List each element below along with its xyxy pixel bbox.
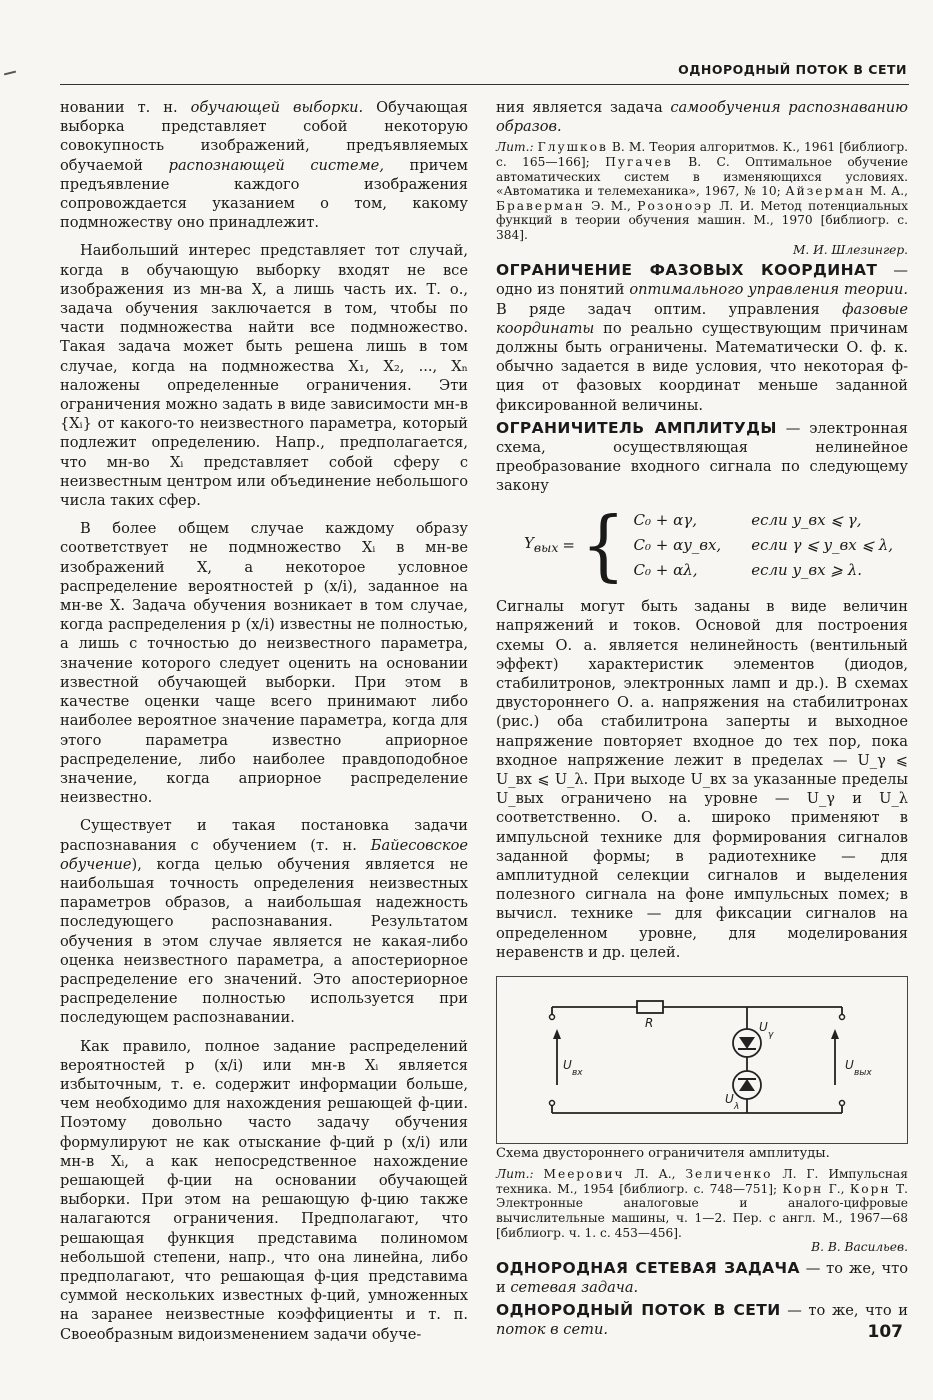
headword: ОГРАНИЧЕНИЕ ФАЗОВЫХ КООРДИНАТ: [496, 261, 878, 280]
author: Глушков: [537, 140, 608, 155]
label-U-gamma: U: [759, 1020, 768, 1035]
zener-2-triangle: [739, 1079, 755, 1091]
term-italic: самообучения распознаванию образов.: [496, 99, 908, 136]
formula-sub: вых: [533, 539, 559, 555]
text: — то же, что и: [780, 1302, 908, 1320]
arrow-output-head: [831, 1029, 839, 1039]
terminal-in-bottom: [550, 1101, 555, 1106]
lit-label: Лит.:: [496, 1167, 534, 1182]
author: Зеличенко: [685, 1167, 773, 1182]
paragraph-3: В более общем случае каждому образу соответствует не подмножество Xᵢ в мн-ве изображений X, а некоторое условное распределение вероятностей p (x/i), заданное на мн-ве X. Задача обучения возникает в том случае, когда распределения p (x/i) известны не полностью, а лишь с точностью до неизвестного параметра, значение которого следует оценить на основании известной обучающей выборки. При этом в качестве оценки чаще всего принимают либо наиболее вероятное значение параметра, когда для этого параметра известно априорное распределение, либо наиболее правдоподобное значение, когда априорное распределение неизвестно.: [60, 520, 468, 807]
text: Л. Г. Импульсная техника. М., 1954 [библиогр. с. 748—751];: [496, 1167, 909, 1196]
case-condition: если y_вх ⩾ λ.: [751, 561, 863, 579]
author: Браверман: [496, 198, 585, 213]
headword: ОГРАНИЧИТЕЛЬ АМПЛИТУДЫ: [496, 418, 777, 437]
case-row: [634, 558, 902, 583]
label-U-out: U: [845, 1058, 854, 1073]
paragraph-1: [60, 98, 468, 232]
formula-cases: [634, 508, 902, 584]
text: Э. М.,: [584, 198, 638, 213]
resistor-symbol: [637, 1001, 663, 1013]
header-rule: [60, 84, 909, 85]
text: Существует и такая постановка задачи распознавания с обучением (т. н.: [60, 817, 468, 854]
left-column: [60, 98, 468, 1344]
text: — то же, что и: [496, 1259, 908, 1297]
page-number: 107: [867, 1322, 903, 1342]
case-condition: если y_вх ⩽ γ,: [751, 510, 862, 529]
circuit-diagram: [497, 977, 907, 1143]
text: ния является задача: [496, 99, 671, 116]
article-signature: В. В. Васильев.: [811, 1240, 908, 1255]
text: новании т. н.: [60, 99, 191, 116]
text: В. С. Оптимальное обучение автоматических систем в изменяющихся условиях. «Автоматика и телемеханика», 1967, № 10;: [496, 155, 908, 199]
text: Т. Электронные аналоговые и аналого-цифровые вычислительные машины, ч. 1—2. Пер. с англ. М., 1967—68 [библиогр. ч. 1. с. 453—456].: [496, 1181, 908, 1240]
text: ), когда целью обучения является не наибольшая точность определения неизвестных параметров образов, а наибольшая надежность последующего распознавания. Результатом обучения в этом случае является не какая-либо оценка неизвестного параметра, а апостериорное распределение его значений. Это апостериорное распределение полностью используется при последующем распознавании.: [60, 855, 468, 1027]
cross-ref: поток в сети.: [496, 1321, 608, 1339]
article-signature: М. И. Шлезингер.: [792, 242, 908, 257]
term-italic: Байесовское обучение: [60, 836, 468, 873]
formula-lhs: [524, 534, 558, 557]
text: Обучающая выборка представляет собой некоторую совокупность изображений, предъявляемых обучаемой: [60, 99, 468, 174]
author: Айзерман: [785, 184, 866, 199]
scan-edge-mark: [4, 71, 16, 76]
entry-homogeneous-network-task: [496, 1259, 908, 1297]
paragraph-4: [60, 816, 468, 1027]
label-U-out-sub: вых: [854, 1068, 872, 1079]
paragraph-limiter-body: Сигналы могут быть заданы в виде величин напряжений и токов. Основой для построения схемы О. а. является нелинейность (вентильный эффект) характеристик элементов (диодов, стабилитронов, электронных ламп и др.). В схемах двустороннего О. а. напряжения на стабилитронах (рис.) оба стабилитрона заперты и выходное напряжение повторяет входное до тех пор, пока входное напряжение лежит в пределах — U_γ ⩽ U_вх ⩽ U_λ. При выходе U_вх за указанные пределы U_вых ограничено на уровне — U_γ и U_λ соответственно. О. а. широко применяют в импульсной технике для формирования сигналов заданной формы; в радиотехнике — для амплитудной селекции сигналов и выделения полезного сигнала на фоне импульсных помех; в вычисл. технике — для фиксации сигналов на определенном уровне, для моделирования неравенств и др. целей.: [496, 598, 908, 961]
text: В ряде задач оптим. управления: [496, 300, 843, 318]
text: Л. А.,: [624, 1167, 686, 1182]
zener-1-triangle: [739, 1037, 755, 1049]
term-italic: распознающей системе,: [168, 156, 384, 174]
term-italic: обучающей выборки.: [190, 99, 364, 116]
case-value: C₀ + αγ,: [633, 510, 698, 529]
author: Корн: [849, 1181, 891, 1196]
text: — электронная схема, осуществляющая нелинейное преобразование входного сигнала по следующему закону: [496, 419, 909, 495]
cross-ref: сетевая задача.: [510, 1279, 639, 1297]
formula-var: Y: [524, 533, 534, 552]
label-U-lambda: U: [725, 1092, 734, 1107]
case-condition: если γ ⩽ y_вх ⩽ λ,: [751, 535, 894, 554]
author: Меерович: [543, 1167, 625, 1182]
text: Л. И. Метод потенциальных функций в теории обучения машин. М., 1970 [библиогр. с. 384].: [496, 198, 908, 242]
formula-brace: {: [581, 500, 626, 591]
cross-ref: фазовые координаты: [496, 300, 908, 337]
label-R: R: [645, 1016, 654, 1031]
headword: ОДНОРОДНАЯ СЕТЕВАЯ ЗАДАЧА: [496, 1258, 800, 1277]
terminal-out-top: [840, 1015, 845, 1020]
terminal-out-bottom: [840, 1101, 845, 1106]
entry-homogeneous-network-flow: [496, 1301, 908, 1339]
author: Розоноэр: [637, 198, 713, 213]
label-U-in-sub: вх: [572, 1068, 583, 1079]
case-row: [634, 508, 902, 533]
running-head: ОДНОРОДНЫЙ ПОТОК В СЕТИ: [678, 62, 907, 77]
literature-1: [496, 140, 908, 257]
cross-ref: оптимального управления теории.: [629, 281, 908, 299]
entry-phase-coordinates: [496, 261, 908, 415]
case-value: C₀ + αλ,: [633, 561, 698, 579]
author: Пугачев: [605, 155, 673, 169]
label-U-in: U: [563, 1058, 572, 1073]
paragraph-2: Наибольший интерес представляет тот случай, когда в обучающую выборку входят не все изображения из мн-ва X, а лишь часть их. Т. о., задача обучения заключается в том, чтобы по части подмножества найти все подмножество. Такая задача может быть решена лишь в том случае, когда на подмножества X₁, X₂, ..., Xₙ наложены определенные ограничения. Эти ограничения можно задать в виде зависимости мн-в {Xᵢ} от какого-то неизвестного параметра, который подлежит определению. Напр., предполагается, что мн-во Xᵢ представляет собой сферу с неизвестным центром или объединение небольшого числа таких сфер.: [60, 242, 468, 510]
label-U-gamma-sub: γ: [768, 1030, 774, 1041]
right-column: [496, 98, 908, 1340]
text: — одно из понятий: [496, 262, 908, 299]
entry-amplitude-limiter: [496, 419, 908, 496]
literature-2: [496, 1167, 908, 1255]
formula-eq: =: [562, 535, 575, 554]
paragraph-continuation: [496, 98, 908, 136]
limiter-circuit-figure: [496, 976, 908, 1144]
case-row: [634, 533, 902, 558]
figure-caption: Схема двустороннего ограничителя амплитуды.: [496, 1146, 830, 1162]
author: Корн: [782, 1181, 824, 1196]
headword: ОДНОРОДНЫЙ ПОТОК В СЕТИ: [496, 1301, 781, 1320]
case-value: C₀ + αy_вх,: [633, 535, 722, 554]
lit-label: Лит.:: [496, 140, 534, 155]
arrow-input-head: [553, 1029, 561, 1039]
label-U-lambda-sub: λ: [734, 1102, 740, 1113]
text: причем предъявление каждого изображения сопровождается указанием о том, какому подмножеству оно принадлежит.: [60, 156, 468, 232]
limiter-formula: [524, 500, 908, 591]
text: В. М. Теория алгоритмов. К., 1961 [библиогр. с. 165—166];: [496, 140, 908, 169]
text: М. А.,: [865, 184, 908, 199]
terminal-in-top: [550, 1015, 555, 1020]
text: по реально существующим причинам должны быть ограничены. Математически О. ф. к. обычно задается в виде условия, что некоторая ф-ция от фазовых координат меньше заданной фиксированной величины.: [496, 319, 908, 414]
paragraph-5: Как правило, полное задание распределений вероятностей p (x/i) или мн-в Xᵢ является избыточным, т. е. содержит информации больше, чем необходимо для нахождения решающей ф-ции. Поэтому довольно часто задачу обучения формулируют не как отыскание ф-ций p (x/i) или мн-в Xᵢ, а как непосредственное нахождение решающей ф-ции на основании обучающей выборки. При этом на решающую ф-цию также налагаются ограничения. Предполагают, что решающая функция представима полиномом небольшой степени, напр., что она линейна, либо предполагают, что решающая ф-ция представима суммой нескольких известных ф-ций, умноженных на заранее неизвестные коэффициенты и т. п. Своеобразным видоизменением задачи обуче-: [60, 1037, 468, 1343]
text: Г.,: [823, 1181, 850, 1196]
